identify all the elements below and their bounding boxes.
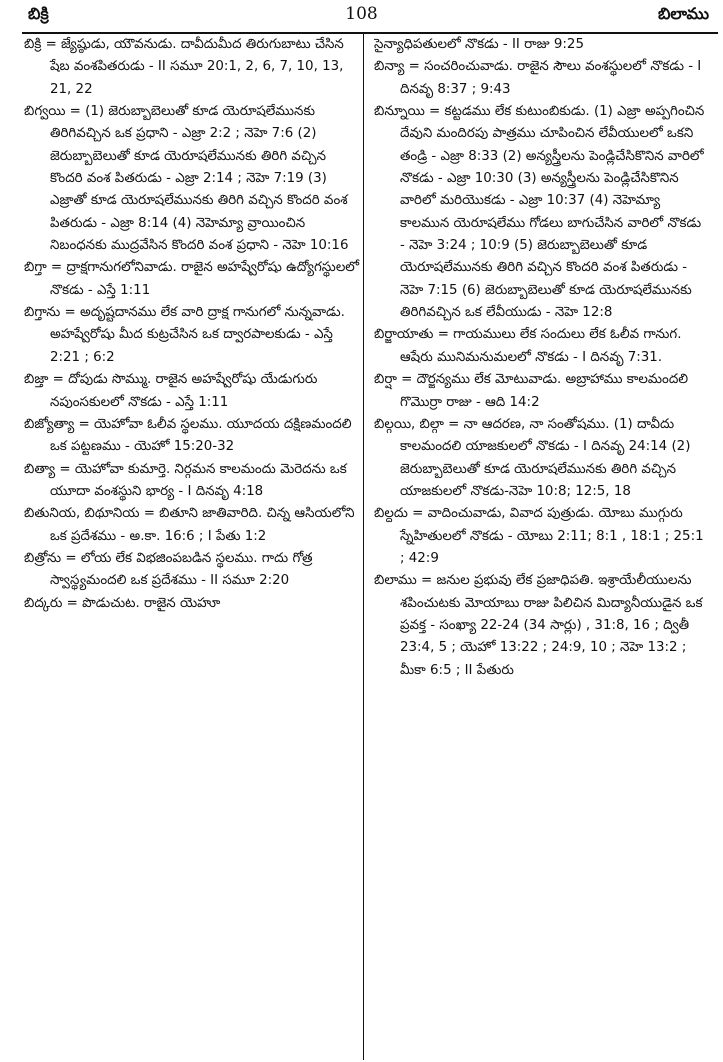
dictionary-entry: బిగ్తా = ద్రాక్షగానుగలోనివాడు. రాజైన అహష్వేరోషు ఉద్యోగస్థులలో నొకడు - ఎస్తే 1:11 <box>24 260 360 298</box>
dictionary-entry: బిన్నూయి = కట్టడము లేక కుటుంబికుడు. (1) ఎజ్రా అప్పగించిన దేవుని మందిరపు పాత్రము చూపించిన లేవీయులలో ఒకని తండ్రి - ఎజ్రా 8:33 (2) అన్యస్త్రీలను పెండ్లిచేసికొనిన వారిలో నొకడు - ఎజ్రా 10:30 (3) అన్యస్త్రీలను పెండ్లిచేసికొనిన వారిలో మరియొకడు - ఎజ్రా 10:37 (4) నెహెమ్యా కాలమున యెరూషలేము గోడలు బాగుచేసిన వారిలో నొకడు - నెహె 3:24 ; 10:9 (5) జెరుబ్బాబెలుతో కూడ యెరూషలేమునకు తిరిగి వచ్చిన కొందరి వంశ పితరుడు - నెహె 7:15 (6) జెరుబ్బాబెలుతో కూడ యెరూషలేమునకు తిరిగివచ్చిన ఒక లేవీయుడు - నెహె 12:8 <box>374 104 705 321</box>
right-column <box>374 34 710 1060</box>
dictionary-entry: బిల్గయి, బిల్గా = నా ఆదరణ, నా సంతోషము. (1) దావీదు కాలమందలి యాజకులలో నొకడు - I దినవృ 24:14 (2) జెరుబ్బాబెలుతో కూడ యెరూషలేమునకు తిరిగి వచ్చిన యాజకులలో నొకడు-నెహె 10:8; 12:5, 18 <box>374 416 691 499</box>
dictionary-entry: బిజ్తా = దోపుడు సొమ్ము. రాజైన అహష్వేరోషు యేడుగురు నపుంసకులలో నొకడు - ఎస్తే 1:11 <box>24 372 318 410</box>
dictionary-entry: బిగ్తాను = అదృష్టదానము లేక వారి ద్రాక్ష గానుగలో నున్నవాడు. అహష్వేరోషు మీద కుట్రచేసిన ఒక ద్వారపాలకుడు - ఎస్తే 2:21 ; 6:2 <box>24 305 345 365</box>
dictionary-entry: బితునియ, బిథూనియ = బితూని జాతివారిది. చిన్న ఆసియలోని ఒక ప్రదేశము - అ.కా. 16:6 ; I పేతు 1:2 <box>24 506 355 544</box>
dictionary-entry-continued: సైన్యాధిపతులలో నొకడు - II రాజు 9:25 <box>374 37 584 52</box>
dictionary-entry: బిత్రోను = లోయ లేక విభజింపబడిన స్థలము. గాదు గోత్ర స్వాస్థ్యమందలి ఒక ప్రదేశము - II సమూ 2:20 <box>24 550 313 589</box>
dictionary-entry: బిక్రి = జ్యేష్ఠుడు, యౌవనుడు. దావీదుమీద తిరుగుబాటు చేసిన షేబ వంశపితరుడు - II సమూ 20:1, 2, 6, 7, 10, 13, 21, 22 <box>24 37 344 97</box>
dictionary-entry: బిత్యా = యెహోవా కుమార్తె. నిర్గమన కాలమందు మెరెదను ఒక యూదా వంశస్థుని భార్య - I దినవృ 4:18 <box>24 461 347 499</box>
dictionary-entry: బిర్జాయాతు = గాయములు లేక సందులు లేక ఓలీవ గానుగ. ఆషేరు మునిమనుమలలో నొకడు - I దినవృ 7:31. <box>374 327 682 365</box>
dictionary-entry: బిగ్వయి = (1) జెరుబ్బాబెలుతో కూడ యెరూషలేమునకు తిరిగివచ్చిన ఒక ప్రధాని - ఎజ్రా 2:2 ; నెహె 7:6 (2) జెరుబ్బాబెలుతో కూడ యెరూషలేమునకు తిరిగి వచ్చిన కొందరి వంశ పితరుడు - ఎజ్రా 2:14 ; నెహె 7:19 (3) ఎజ్రాతో కూడ యెరూషలేమునకు తిరిగి వచ్చిన కొందరి వంశ పితరుడు - ఎజ్రా 8:14 (4) నెహెమ్యా వ్రాయించిన నిబంధనకు ముద్రవేసిన కొందరి వంశ ప్రధాని - నెహె 10:16 <box>24 104 349 254</box>
left-column <box>24 34 360 1060</box>
dictionary-entry: బిజ్యోత్యా = యెహోవా ఓలీవ స్థలము. యూదయ దక్షిణమందలి ఒక పట్టణము - యెహో 15:20-32 <box>24 416 352 455</box>
dictionary-entry: బిలాము = జనుల ప్రభువు లేక ప్రజాధిపతి. ఇశ్రాయేలీయులను శపించుటకు మోయాబు రాజు పిలిచిన మిద్యానీయుడైన ఒక ప్రవక్త - సంఖ్యా 22-24 (34 సార్లు) , 31:8, 16 ; ద్వితీ 23:4, 5 ; యెహో 13:22 ; 24:9, 10 ; నెహె 13:2 ; మీకా 6:5 ; II పేతురు <box>374 573 703 678</box>
page-number: 108 <box>345 4 378 24</box>
header-guide-word-right: బిలాము <box>657 4 709 23</box>
dictionary-entry: బిద్కరు = పొడుచుట. రాజైన యెహూ <box>24 595 221 611</box>
page-header <box>0 0 723 28</box>
dictionary-entry: బిర్షా = దౌర్జన్యము లేక మోటువాడు. అబ్రాహాము కాలమందలి గొమొర్రా రాజు - ఆది 14:2 <box>374 372 689 410</box>
dictionary-entry: బిన్యా = సంచరించువాడు. రాజైన సౌలు వంశస్థులలో నొకడు - I దినవృ 8:37 ; 9:43 <box>374 59 702 97</box>
column-divider <box>363 34 364 1060</box>
dictionary-entry: బిల్దదు = వాదించువాడు, వివాద పుత్రుడు. యోబు ముగ్గురు స్నేహితులలో నొకడు - యోబు 2:11; 8:1 , 18:1 ; 25:1 ; 42:9 <box>374 506 704 566</box>
header-guide-word-left: బిక్రి <box>28 4 49 23</box>
